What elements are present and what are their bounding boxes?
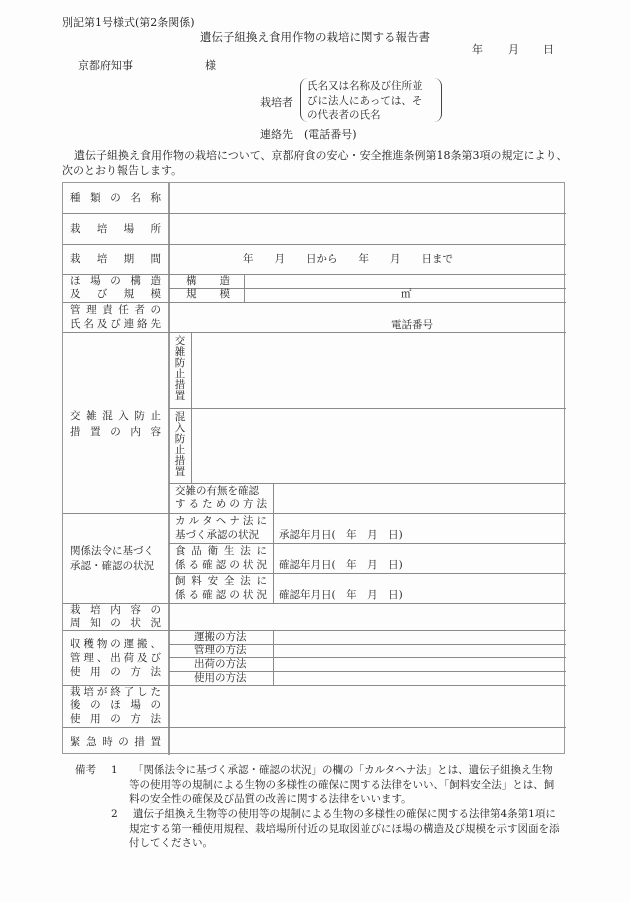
- food-sanitation-label-line1: 食 品 衛 生 法 に: [175, 545, 267, 557]
- laws-label-line1: 関係法令に基づく: [70, 545, 154, 557]
- laws-label-line2: 承認・確認の状況: [70, 560, 154, 572]
- cross-check-label-line1: 交雑の有無を確認: [175, 485, 259, 497]
- cartagena-approval-date[interactable]: 承認年月日( 年 月 日): [279, 529, 403, 541]
- col-divider: [191, 332, 192, 483]
- after-use-label-line3: 使 用 の 方 法: [70, 713, 161, 725]
- form-number: 別記第1号様式(第2条関係): [62, 16, 195, 29]
- mix-prevention-label: 混入防止措置: [173, 411, 186, 477]
- variety-name-label: 種 類 の 名 称: [70, 192, 161, 204]
- transport-method-label: 運搬の方法: [194, 631, 247, 643]
- scale-field-unit[interactable]: ㎡: [401, 288, 412, 300]
- cross-check-label-line2: す る た め の 方 法: [175, 498, 267, 510]
- cross-prevention-field[interactable]: [193, 334, 564, 407]
- management-method-field[interactable]: [275, 645, 564, 656]
- harvest-label-line2: 管 理 、 出 荷 及 び: [70, 652, 161, 664]
- cross-check-field[interactable]: [275, 484, 564, 512]
- emergency-label: 緊 急 時 の 措 置: [70, 736, 161, 748]
- contact-label: 連絡先 (電話番号): [260, 128, 357, 141]
- management-method-label: 管理の方法: [194, 644, 247, 656]
- harvest-label-line1: 収 穫 物 の 運 搬 、: [70, 638, 161, 650]
- manager-label-line2: 氏 名 及 び 連 絡 先: [70, 318, 161, 330]
- field-structure-label-line1: ほ 場 の 構 造: [70, 275, 161, 287]
- date-month-label: 月: [508, 43, 519, 56]
- emergency-field[interactable]: [171, 728, 564, 753]
- cultivator-label: 栽培者: [260, 96, 293, 109]
- transport-method-field[interactable]: [275, 631, 564, 643]
- cultivation-place-label: 栽 培 場 所: [70, 223, 161, 235]
- row-divider: [63, 302, 566, 303]
- feed-safety-label-line1: 飼 料 安 全 法 に: [175, 575, 267, 587]
- note-1-text: 「関係法令に基づく承認・確認の状況」の欄の「カルタヘナ法」とは、遺伝子組換え生物等の使用等の規制による生物の多様性の確保に関する法律をいい、「飼料安全法」とは、飼料の安全性の確保及び品質の改善に関する法律をいいます。: [129, 764, 555, 805]
- col-divider: [244, 274, 245, 302]
- document-title: 遺伝子組換え食用作物の栽培に関する報告書: [200, 30, 430, 44]
- after-use-field[interactable]: [171, 686, 564, 726]
- shipping-method-label: 出荷の方法: [194, 658, 247, 670]
- food-sanitation-label-line2: 係 る 確 認 の 状 況: [175, 559, 267, 571]
- harvest-label-line3: 使 用 の 方 法: [70, 666, 161, 678]
- prevention-label-line2: 措 置 の 内 容: [70, 426, 161, 438]
- usage-method-field[interactable]: [275, 672, 564, 684]
- note-2-number: 2: [111, 808, 118, 820]
- row-divider: [63, 513, 566, 514]
- label-column-divider: [168, 183, 170, 755]
- manager-label-line1: 管 理 責 任 者 の: [70, 304, 161, 316]
- cross-prevention-label: 交雑防止措置: [173, 335, 186, 401]
- after-use-label-line1: 栽 培 が 終 了 し た: [70, 686, 161, 698]
- structure-label: 構 造: [186, 275, 230, 287]
- cultivation-period-field[interactable]: 年 月 日から 年 月 日まで: [243, 253, 453, 265]
- prevention-label-line1: 交 雑 混 入 防 止: [70, 410, 161, 422]
- cultivation-place-field[interactable]: [171, 215, 564, 243]
- cartagena-label-line2: 基づく承認の状況: [175, 529, 259, 541]
- note-2-text: 遺伝子組換え生物等の使用等の規制による生物の多様性の確保に関する法律第4条第1項に規定する第一種使用規程、栽培場所付近の見取図並びにほ場の構造及び規模を示す図面を添付してください。: [129, 808, 560, 849]
- variety-name-field[interactable]: [171, 184, 564, 212]
- structure-field[interactable]: [246, 275, 564, 287]
- honorific: 様: [205, 59, 216, 72]
- shipping-method-field[interactable]: [275, 658, 564, 670]
- scale-label: 規 模: [186, 288, 230, 300]
- row-divider: [63, 213, 566, 214]
- row-divider: [169, 543, 566, 544]
- mix-prevention-field[interactable]: [193, 410, 564, 482]
- addressee: 京都府知事: [78, 59, 133, 72]
- notes-label: 備考: [75, 764, 96, 776]
- field-structure-label-line2: 及 び 規 模: [70, 288, 161, 300]
- notification-label-line2: 周 知 の 状 況: [70, 617, 161, 629]
- notification-label-line1: 栽 培 内 容 の: [70, 604, 161, 616]
- usage-method-label: 使用の方法: [194, 672, 247, 684]
- row-divider: [63, 244, 566, 245]
- col-divider: [273, 483, 274, 603]
- intro-text: 遺伝子組換え食用作物の栽培について、京都府食の安心・安全推進条例第18条第3項の規定により、次のとおり報告します。: [62, 149, 568, 177]
- date-day-label: 日: [543, 43, 554, 56]
- row-divider: [63, 332, 566, 333]
- manager-phone-label: 電話番号: [391, 319, 433, 331]
- notification-field[interactable]: [171, 604, 564, 629]
- feed-safety-confirm-date[interactable]: 確認年月日( 年 月 日): [279, 589, 403, 601]
- cultivator-note: 氏名又は名称及び住所並 びに法人にあっては、そ の代表者の氏名: [307, 80, 423, 121]
- col-divider: [273, 630, 274, 685]
- row-divider: [169, 408, 566, 409]
- row-divider: [169, 573, 566, 574]
- manager-name-field[interactable]: [171, 304, 381, 331]
- food-sanitation-confirm-date[interactable]: 確認年月日( 年 月 日): [279, 559, 403, 571]
- date-year-label: 年: [472, 43, 483, 56]
- note-1-number: 1: [111, 764, 118, 776]
- after-use-label-line2: 後 の ほ 場 の: [70, 699, 161, 711]
- cartagena-label-line1: カ ル タ ヘ ナ 法 に: [175, 515, 267, 527]
- feed-safety-label-line2: 係 る 確 認 の 状 況: [175, 589, 267, 601]
- cultivation-period-label: 栽 培 期 間: [70, 253, 161, 265]
- report-table: [62, 182, 565, 754]
